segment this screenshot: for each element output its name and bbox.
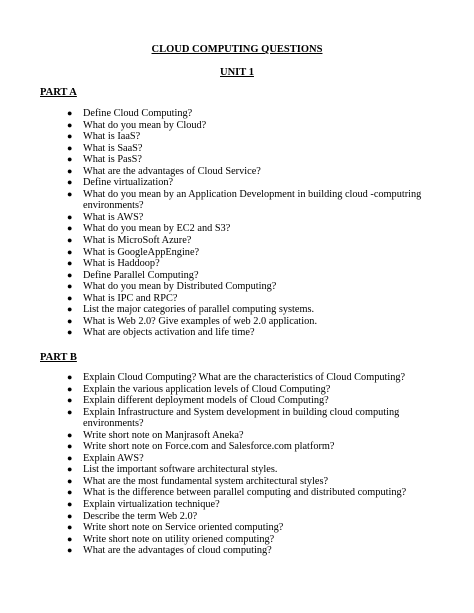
bullet-icon: ●: [67, 188, 73, 199]
question-item: [0, 430, 474, 442]
bullet-icon: ●: [67, 487, 73, 498]
question-text: Describe the term Web 2.0?: [83, 510, 198, 522]
bullet-icon: ●: [67, 429, 73, 440]
question-text: Explain the various application levels of Cloud Computing?: [83, 383, 331, 395]
question-text: What is the difference between parallel computing and distributed computing?: [83, 487, 407, 499]
bullet-icon: ●: [67, 281, 73, 292]
question-item: [0, 143, 474, 155]
question-text: What is IPC and RPC?: [83, 292, 178, 304]
bullet-icon: ●: [67, 177, 73, 188]
question-item: [0, 154, 474, 166]
question-item: [0, 166, 474, 178]
question-text: What are the advantages of Cloud Service?: [83, 165, 261, 177]
question-item: [0, 395, 474, 407]
bullet-icon: ●: [67, 292, 73, 303]
question-item: [0, 177, 474, 189]
question-text: Explain AWS?: [83, 452, 144, 464]
question-item: [0, 476, 474, 488]
bullet-icon: ●: [67, 304, 73, 315]
bullet-icon: ●: [67, 258, 73, 269]
question-text: What do you mean by Cloud?: [83, 119, 207, 131]
question-item: [0, 534, 474, 546]
bullet-icon: ●: [67, 372, 73, 382]
question-text: What do you mean by an Application Development in building cloud -computring environments?: [83, 188, 422, 212]
bullet-icon: ●: [67, 464, 73, 475]
question-text: Explain virtualization technique?: [83, 499, 220, 511]
question-item: [0, 316, 474, 328]
question-text: Define Parallel Computing?: [83, 269, 199, 281]
bullet-icon: ●: [67, 441, 73, 452]
question-text: Write short note on Manjrasoft Aneka?: [83, 429, 244, 441]
question-item: [0, 108, 474, 120]
bullet-icon: ●: [67, 315, 73, 326]
question-item: [0, 304, 474, 316]
part-b-question-list: [0, 372, 474, 557]
part-a-question-list: [0, 108, 474, 339]
question-text: What do you mean by Distributed Computing?: [83, 281, 277, 293]
bullet-icon: ●: [67, 154, 73, 165]
question-text: Define virtualization?: [83, 177, 174, 189]
bullet-icon: ●: [67, 211, 73, 222]
question-text: What are the advantages of cloud computing?: [83, 545, 272, 557]
question-text: What is AWS?: [83, 211, 144, 223]
question-item: [0, 235, 474, 247]
question-item: [0, 441, 474, 453]
question-item: [0, 499, 474, 511]
bullet-icon: ●: [67, 246, 73, 257]
bullet-icon: ●: [67, 235, 73, 246]
question-item: [0, 247, 474, 259]
bullet-icon: ●: [67, 510, 73, 521]
question-item: [0, 212, 474, 224]
question-text: What are the most fundamental system architectural styles?: [83, 475, 329, 487]
part-b-heading: PART B: [40, 352, 77, 363]
question-text: What is MicroSoft Azure?: [83, 235, 192, 247]
question-text: List the important software architectural styles.: [83, 464, 278, 476]
question-item: [0, 293, 474, 305]
bullet-icon: ●: [67, 499, 73, 510]
bullet-icon: ●: [67, 452, 73, 463]
question-text: Explain Cloud Computing? What are the characteristics of Cloud Computing?: [83, 372, 406, 383]
bullet-icon: ●: [67, 383, 73, 394]
question-text: What is Haddoop?: [83, 258, 160, 270]
bullet-icon: ●: [67, 119, 73, 130]
bullet-icon: ●: [67, 522, 73, 533]
question-text: What do you mean by EC2 and S3?: [83, 223, 231, 235]
question-text: Define Cloud Computing?: [83, 108, 193, 119]
question-text: Explain Infrastructure and System development in building cloud computing environments?: [83, 406, 400, 430]
question-text: What is Web 2.0? Give examples of web 2.0 application.: [83, 315, 318, 327]
question-text: What is IaaS?: [83, 131, 141, 143]
question-item: [0, 189, 474, 212]
question-item: [0, 327, 474, 339]
bullet-icon: ●: [67, 165, 73, 176]
question-text: Write short note on Force.com and Salesforce.com platform?: [83, 441, 335, 453]
question-item: [0, 453, 474, 465]
bullet-icon: ●: [67, 142, 73, 153]
question-item: [0, 372, 474, 384]
question-item: [0, 545, 474, 557]
question-item: [0, 281, 474, 293]
bullet-icon: ●: [67, 327, 73, 338]
document-title: CLOUD COMPUTING QUESTIONS: [151, 44, 323, 55]
question-text: Explain different deployment models of Cloud Computing?: [83, 395, 329, 407]
bullet-icon: ●: [67, 475, 73, 486]
part-a-heading: PART A: [40, 87, 77, 98]
question-text: What are objects activation and life time?: [83, 327, 255, 339]
question-text: Write short note on Service oriented computing?: [83, 522, 284, 534]
question-text: What is SaaS?: [83, 142, 143, 154]
bullet-icon: ●: [67, 406, 73, 417]
unit-heading: UNIT 1: [220, 67, 254, 78]
bullet-icon: ●: [67, 131, 73, 142]
question-item: [0, 487, 474, 499]
question-text: What is PasS?: [83, 154, 142, 166]
question-item: [0, 223, 474, 235]
question-item: [0, 384, 474, 396]
question-text: Write short note on utility oriened computing?: [83, 533, 275, 545]
question-item: [0, 120, 474, 132]
question-text: List the major categories of parallel computing systems.: [83, 304, 315, 316]
bullet-icon: ●: [67, 269, 73, 280]
question-item: [0, 258, 474, 270]
question-item: [0, 511, 474, 523]
bullet-icon: ●: [67, 395, 73, 406]
question-item: [0, 464, 474, 476]
question-item: [0, 131, 474, 143]
question-text: What is GoogleAppEngine?: [83, 246, 200, 258]
bullet-icon: ●: [67, 533, 73, 544]
bullet-icon: ●: [67, 545, 73, 556]
question-item: [0, 522, 474, 534]
bullet-icon: ●: [67, 108, 73, 118]
question-item: [0, 270, 474, 282]
question-item: [0, 407, 474, 430]
bullet-icon: ●: [67, 223, 73, 234]
